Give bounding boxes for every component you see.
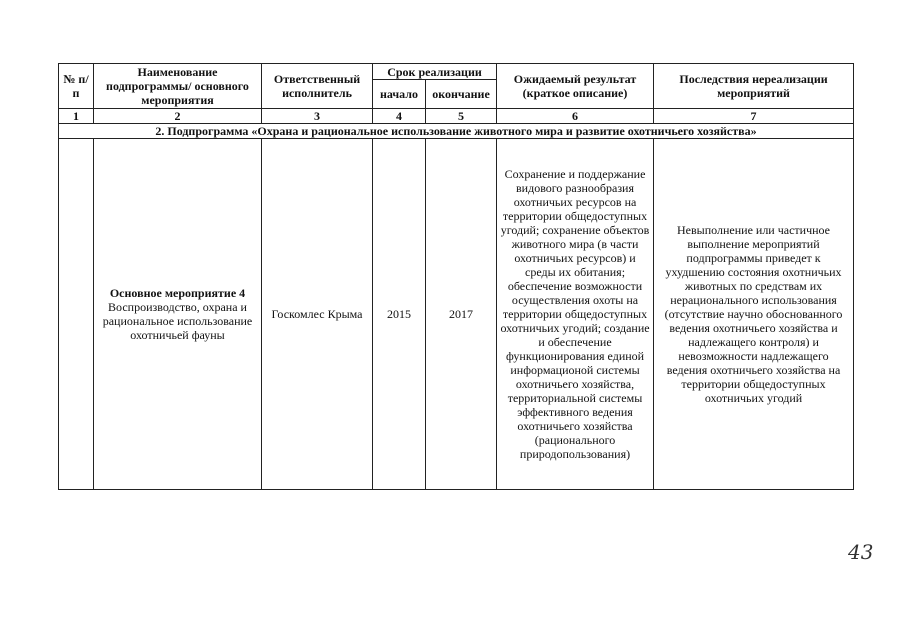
header-num: № п/п: [59, 64, 94, 109]
column-number: 1: [59, 109, 94, 124]
header-name: Наименование подпрограммы/ основного мероприятия: [94, 64, 262, 109]
header-row: [59, 64, 854, 80]
activity-row: [59, 139, 854, 490]
column-number: 5: [426, 109, 497, 124]
column-numbers-row: [59, 109, 854, 124]
header-end: окончание: [426, 80, 497, 109]
header-result: Ожидаемый результат (краткое описание): [497, 64, 654, 109]
page-number: 43: [848, 540, 874, 564]
header-executor: Ответственный исполнитель: [262, 64, 373, 109]
header-start: начало: [373, 80, 426, 109]
start-year-cell: 2015: [373, 139, 426, 490]
activities-table: [58, 63, 854, 490]
column-number: 7: [654, 109, 854, 124]
activity-cell: [94, 139, 262, 490]
column-number: 3: [262, 109, 373, 124]
activity-title: Основное мероприятие 4: [109, 286, 246, 300]
consequences-cell: Невыполнение или частичное выполнение мероприятий подпрограммы приведет к ухудшению состояния охотничьих животных по средствам их нерационального использования (отсутствие научно обоснованного ведения охотничьего хозяйства и надлежащего контроля) и невозможности надлежащего ведения охотничьего хозяйства на территории общедоступных охотничьих угодий: [654, 139, 854, 490]
subprogram-row: [59, 124, 854, 139]
header-consequences: Последствия нереализации мероприятий: [654, 64, 854, 109]
header-period: Срок реализации: [373, 64, 497, 80]
column-number: 6: [497, 109, 654, 124]
column-number: 4: [373, 109, 426, 124]
end-year-cell: 2017: [426, 139, 497, 490]
subprogram-title: 2. Подпрограмма «Охрана и рациональное использование животного мира и развитие охотничьего хозяйства»: [59, 124, 854, 139]
result-cell: Сохранение и поддержание видового разнообразия охотничьих ресурсов на территории общедоступных угодий; сохранение объектов животного мира (в части охотничьих ресурсов) и среды их обитания; обеспечение возможности осуществления охоты на территории общедоступных охотничьих угодий; создание и обеспечение функционирования единой информационой системы охотничьего хозяйства, территориальной системы эффективного ведения охотничьего хозяйства (рационального природопользования): [497, 139, 654, 490]
executor-cell: Госкомлес Крыма: [262, 139, 373, 490]
row-num: [59, 139, 94, 490]
activity-text: Воспроизводство, охрана и рациональное использование охотничьей фауны: [102, 300, 253, 342]
column-number: 2: [94, 109, 262, 124]
